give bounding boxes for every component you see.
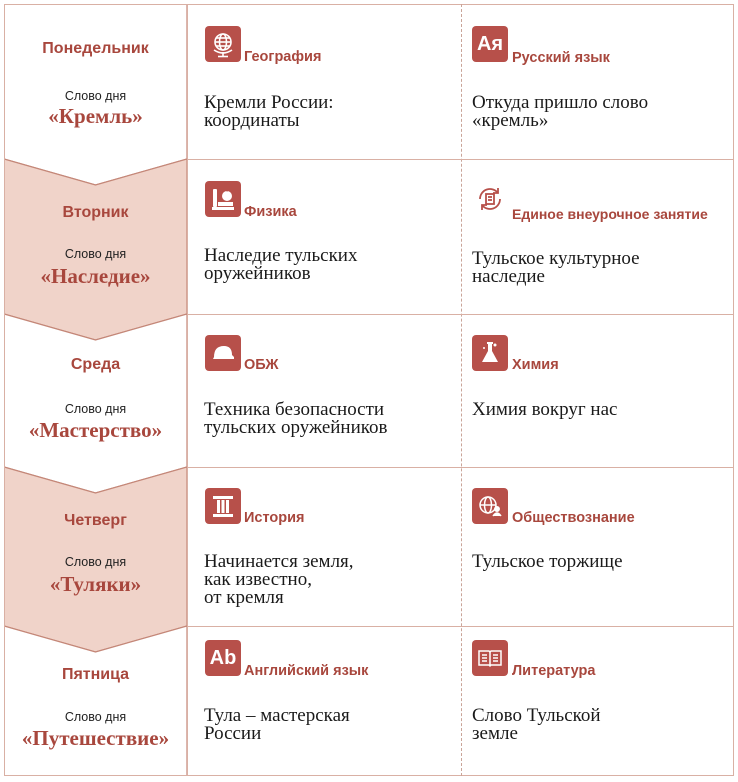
topic-text: Тула – мастерская России	[204, 705, 350, 744]
word-of-day: «Путешествие»	[21, 726, 170, 750]
topic-text: Тульское торжище	[472, 551, 623, 572]
day-name: Понедельник	[42, 40, 149, 57]
subject-label: Химия	[512, 357, 559, 373]
word-of-day-label: Слово дня	[64, 710, 127, 724]
word-of-day-label: Слово дня	[64, 247, 127, 261]
subject-label: ОБЖ	[244, 357, 279, 373]
word-of-day: «Мастерство»	[28, 418, 163, 442]
topic-text: Техника безопасности тульских оружейников	[204, 399, 388, 438]
row-divider	[187, 314, 734, 315]
word-of-day-label: Слово дня	[64, 555, 127, 569]
day-name: Пятница	[61, 666, 130, 683]
subject-label: История	[244, 510, 305, 526]
subject-label: Английский язык	[244, 663, 369, 679]
topic-text: Наследие тульских оружейников	[204, 245, 358, 284]
day-column	[4, 4, 187, 776]
topic-text: Химия вокруг нас	[472, 399, 618, 420]
day-name: Вторник	[62, 204, 129, 221]
column-icon	[205, 488, 241, 524]
topic-text: Кремли России: координаты	[204, 92, 334, 131]
icon-letters: Ab	[209, 646, 237, 669]
subject-label: Обществознание	[512, 510, 635, 526]
row-divider	[187, 159, 734, 160]
english-letters-icon	[205, 640, 241, 676]
subject-label: Физика	[244, 204, 297, 220]
helmet-icon	[205, 335, 241, 371]
word-of-day-label: Слово дня	[64, 402, 127, 416]
row-divider	[187, 467, 734, 468]
word-of-day: «Кремль»	[48, 104, 143, 128]
subject-label: Литература	[512, 663, 596, 679]
topic-text: Начинается земля, как известно, от кремля	[204, 551, 354, 608]
topic-text: Тульское культурное наследие	[472, 248, 640, 287]
subject-label: География	[244, 49, 322, 65]
subject-label: Русский язык	[512, 50, 610, 66]
globe-people-icon	[472, 488, 508, 524]
word-of-day: «Туляки»	[49, 572, 142, 596]
column-divider	[187, 4, 188, 776]
column-divider-dashed	[461, 4, 462, 776]
word-of-day-label: Слово дня	[64, 89, 127, 103]
day-name: Среда	[70, 356, 121, 373]
row-divider	[187, 626, 734, 627]
icon-letters: Ая	[476, 32, 504, 55]
physics-books-apple-icon	[205, 181, 241, 217]
day-name: Четверг	[64, 512, 127, 529]
subject-label: Единое внеурочное занятие	[512, 206, 708, 222]
globe-icon	[205, 26, 241, 62]
topic-text: Откуда пришло слово «кремль»	[472, 92, 649, 131]
document-cycle-icon	[472, 181, 508, 217]
russian-letters-icon	[472, 26, 508, 62]
word-of-day: «Наследие»	[40, 264, 151, 288]
flask-icon	[472, 335, 508, 371]
open-book-icon	[472, 640, 508, 676]
topic-text: Слово Тульской земле	[472, 705, 601, 744]
